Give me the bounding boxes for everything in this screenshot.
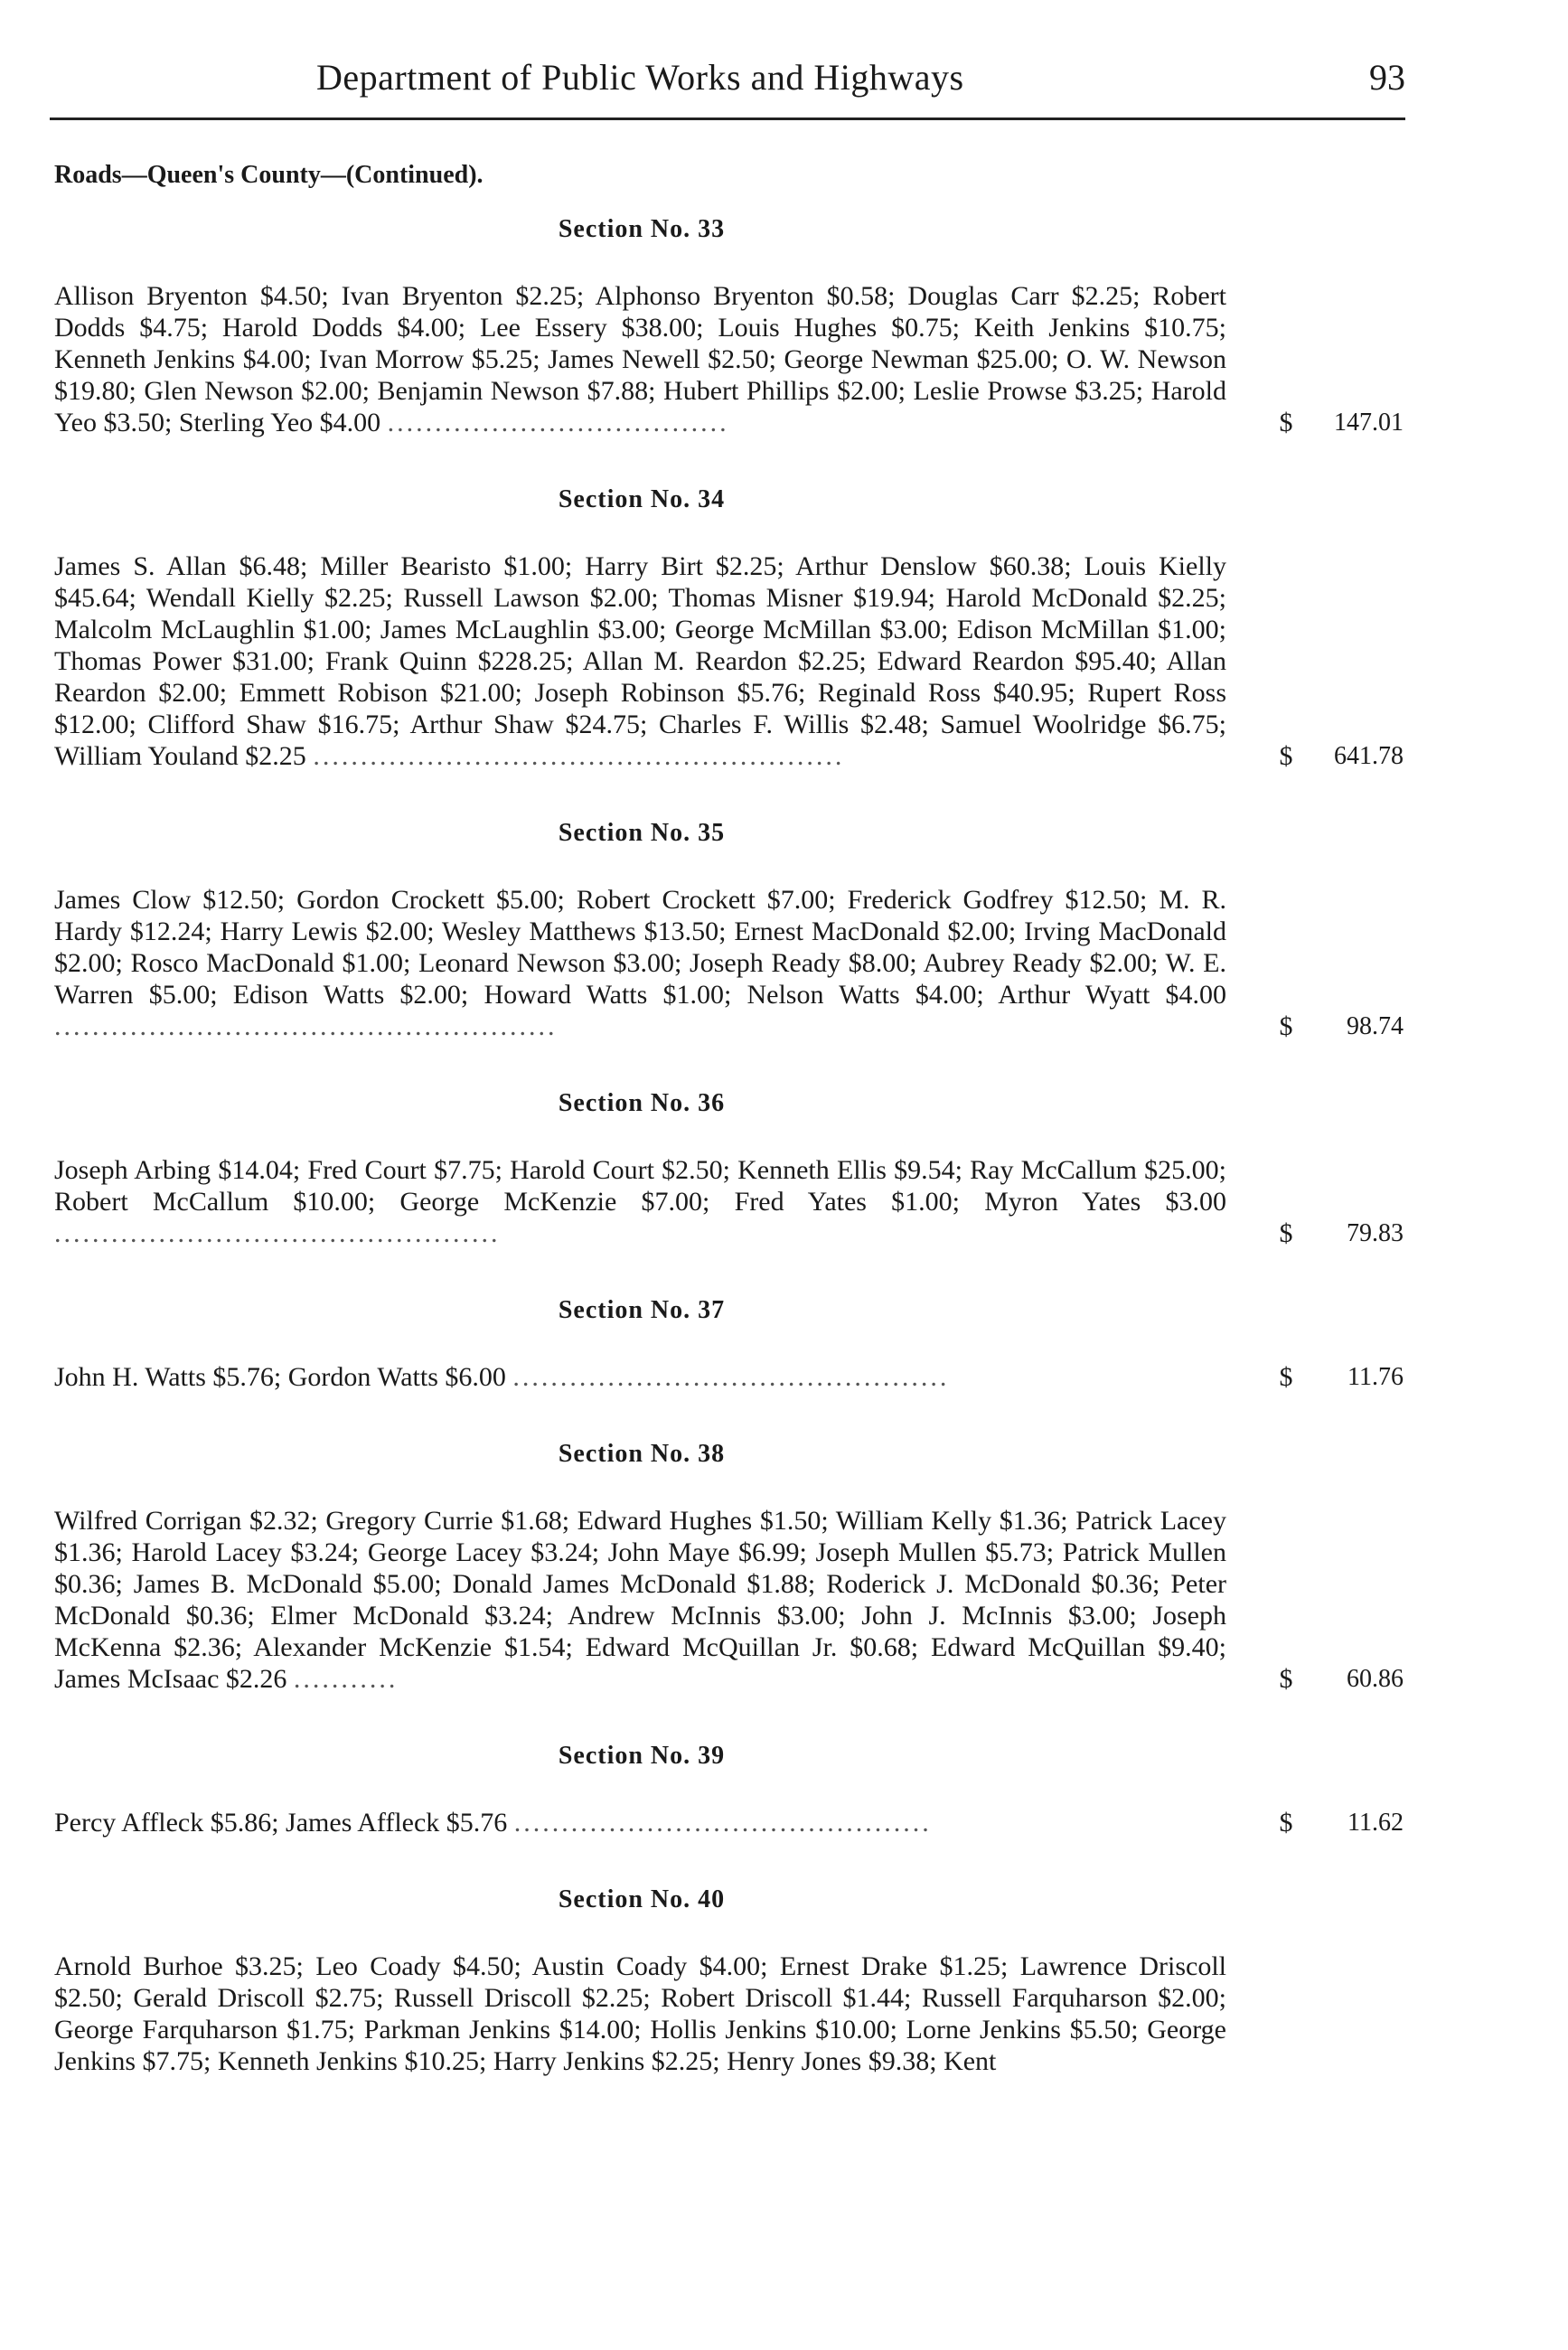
section-total: 60.86 [1347,1665,1404,1693]
section-33 [54,215,1405,438]
section-entry-row [54,1361,1405,1393]
currency-symbol: $ [1279,1664,1293,1694]
leader-dots: ........................................................ [313,741,845,771]
section-total: 11.76 [1347,1363,1404,1391]
section-payees-text [54,1807,1226,1838]
section-entry-row [54,280,1405,438]
section-heading: Section No. 37 [558,1296,726,1324]
section-payees-text [54,280,1226,438]
payee-list: Arnold Burhoe $3.25; Leo Coady $4.50; Austin Coady $4.00; Ernest Drake $1.25; Lawrence Driscoll $2.50; Gerald Driscoll $2.75; Russell Driscoll $2.25; Robert Driscoll $1.44; Russell Farquharson $2.00; George Farquharson $1.75; Parkman Jenkins $14.00; Hollis Jenkins $10.00; Lorne Jenkins $5.50; George Jenkins $7.75; Kenneth Jenkins $10.25; Harry Jenkins $2.25; Henry Jones $9.38; Kent [54,1951,1226,2076]
page-content [54,161,1405,2124]
payee-list: Allison Bryenton $4.50; Ivan Bryenton $2.25; Alphonso Bryenton $0.58; Douglas Carr $2.25; Robert Dodds $4.75; Harold Dodds $4.00; Lee Essery $38.00; Louis Hughes $0.75; Keith Jenkins $10.75; Kenneth Jenkins $4.00; Ivan Morrow $5.25; James Newell $2.50; George Newman $25.00; O. W. Newson $19.80; Glen Newson $2.00; Benjamin Newson $7.88; Hubert Phillips $2.00; Leslie Prowse $3.25; Harold Yeo $3.50; Sterling Yeo $4.00 [54,281,1226,437]
section-34 [54,485,1405,772]
leader-dots: ............................................ [513,1808,932,1838]
section-heading: Section No. 38 [558,1440,726,1468]
section-total: 641.78 [1334,742,1404,770]
payee-list: John H. Watts $5.76; Gordon Watts $6.00 [54,1362,506,1392]
section-heading: Section No. 40 [558,1885,726,1913]
section-payees-text [54,1950,1226,2077]
currency-symbol: $ [1279,1808,1293,1838]
section-payees-text [54,1154,1226,1249]
section-entry-row [54,1505,1405,1695]
section-38 [54,1440,1405,1695]
section-36 [54,1089,1405,1249]
leader-dots: ..................................................... [54,1011,558,1041]
section-39 [54,1742,1405,1838]
section-heading: Section No. 39 [558,1742,726,1770]
section-total: 147.01 [1334,409,1404,437]
section-heading: Section No. 33 [558,215,726,243]
leader-dots: ........... [293,1664,399,1694]
section-payees-text [54,884,1226,1042]
payee-list: James Clow $12.50; Gordon Crockett $5.00; Robert Crockett $7.00; Frederick Godfrey $12.50; M. R. Hardy $12.24; Harry Lewis $2.00; Wesley Matthews $13.50; Ernest MacDonald $2.00; Irving MacDonald $2.00; Rosco MacDonald $1.00; Leonard Newson $3.00; Joseph Ready $8.00; Aubrey Ready $2.00; W. E. Warren $5.00; Edison Watts $2.00; Howard Watts $1.00; Nelson Watts $4.00; Arthur Wyatt $4.00 [54,885,1226,1010]
currency-symbol: $ [1279,1362,1293,1392]
currency-symbol: $ [1279,741,1293,771]
leader-dots: ............................................... [54,1218,501,1248]
leader-dots: .............................................. [512,1362,950,1392]
payee-list: Percy Affleck $5.86; James Affleck $5.76 [54,1808,508,1838]
section-entry-row [54,1154,1405,1249]
section-entry-row [54,1807,1405,1838]
payee-list: James S. Allan $6.48; Miller Bearisto $1.00; Harry Birt $2.25; Arthur Denslow $60.38; Louis Kielly $45.64; Wendall Kielly $2.25; Russell Lawson $2.00; Thomas Misner $19.94; Harold McDonald $2.25; Malcolm McLaughlin $1.00; James McLaughlin $3.00; George McMillan $3.00; Edison McMillan $1.00; Thomas Power $31.00; Frank Quinn $228.25; Allan M. Reardon $2.25; Edward Reardon $95.40; Allan Reardon $2.00; Emmett Robison $21.00; Joseph Robinson $5.76; Reginald Ross $40.95; Rupert Ross $12.00; Clifford Shaw $16.75; Arthur Shaw $24.75; Charles F. Willis $2.48; Samuel Woolridge $6.75; William Youland $2.25 [54,551,1226,771]
section-entry-row [54,1950,1405,2077]
section-payees-text [54,1505,1226,1695]
section-payees-text [54,550,1226,772]
currency-symbol: $ [1279,1011,1293,1041]
section-40 [54,1885,1405,2077]
section-heading: Section No. 35 [558,819,726,847]
page-title: Department of Public Works and Highways [316,57,964,98]
leader-dots: .................................... [387,408,729,437]
page-number: 93 [1369,57,1405,98]
currency-symbol: $ [1279,408,1293,437]
payee-list: Wilfred Corrigan $2.32; Gregory Currie $1.68; Edward Hughes $1.50; William Kelly $1.36; Patrick Lacey $1.36; Harold Lacey $3.24; George Lacey $3.24; John Maye $6.99; Joseph Mullen $5.73; Patrick Mullen $0.36; James B. McDonald $5.00; Donald James McDonald $1.88; Roderick J. McDonald $0.36; Peter McDonald $0.36; Elmer McDonald $3.24; Andrew McInnis $3.00; John J. McInnis $3.00; Joseph McKenna $2.36; Alexander McKenzie $1.54; Edward McQuillan Jr. $0.68; Edward McQuillan $9.40; James McIsaac $2.26 [54,1506,1226,1694]
section-35 [54,819,1405,1042]
section-entry-row [54,550,1405,772]
section-total: 11.62 [1347,1809,1404,1837]
section-total: 79.83 [1347,1219,1404,1247]
section-37 [54,1296,1405,1393]
section-total: 98.74 [1347,1012,1404,1040]
currency-symbol: $ [1279,1218,1293,1248]
section-heading: Section No. 34 [558,485,726,513]
section-heading: Section No. 36 [558,1089,726,1117]
header-rule [50,118,1405,120]
payee-list: Joseph Arbing $14.04; Fred Court $7.75; Harold Court $2.50; Kenneth Ellis $9.54; Ray McCallum $25.00; Robert McCallum $10.00; George McKenzie $7.00; Fred Yates $1.00; Myron Yates $3.00 [54,1155,1226,1217]
section-entry-row [54,884,1405,1042]
running-head: Roads—Queen's County—(Continued). [54,161,484,189]
page-header [50,56,1405,110]
section-payees-text [54,1361,1226,1393]
